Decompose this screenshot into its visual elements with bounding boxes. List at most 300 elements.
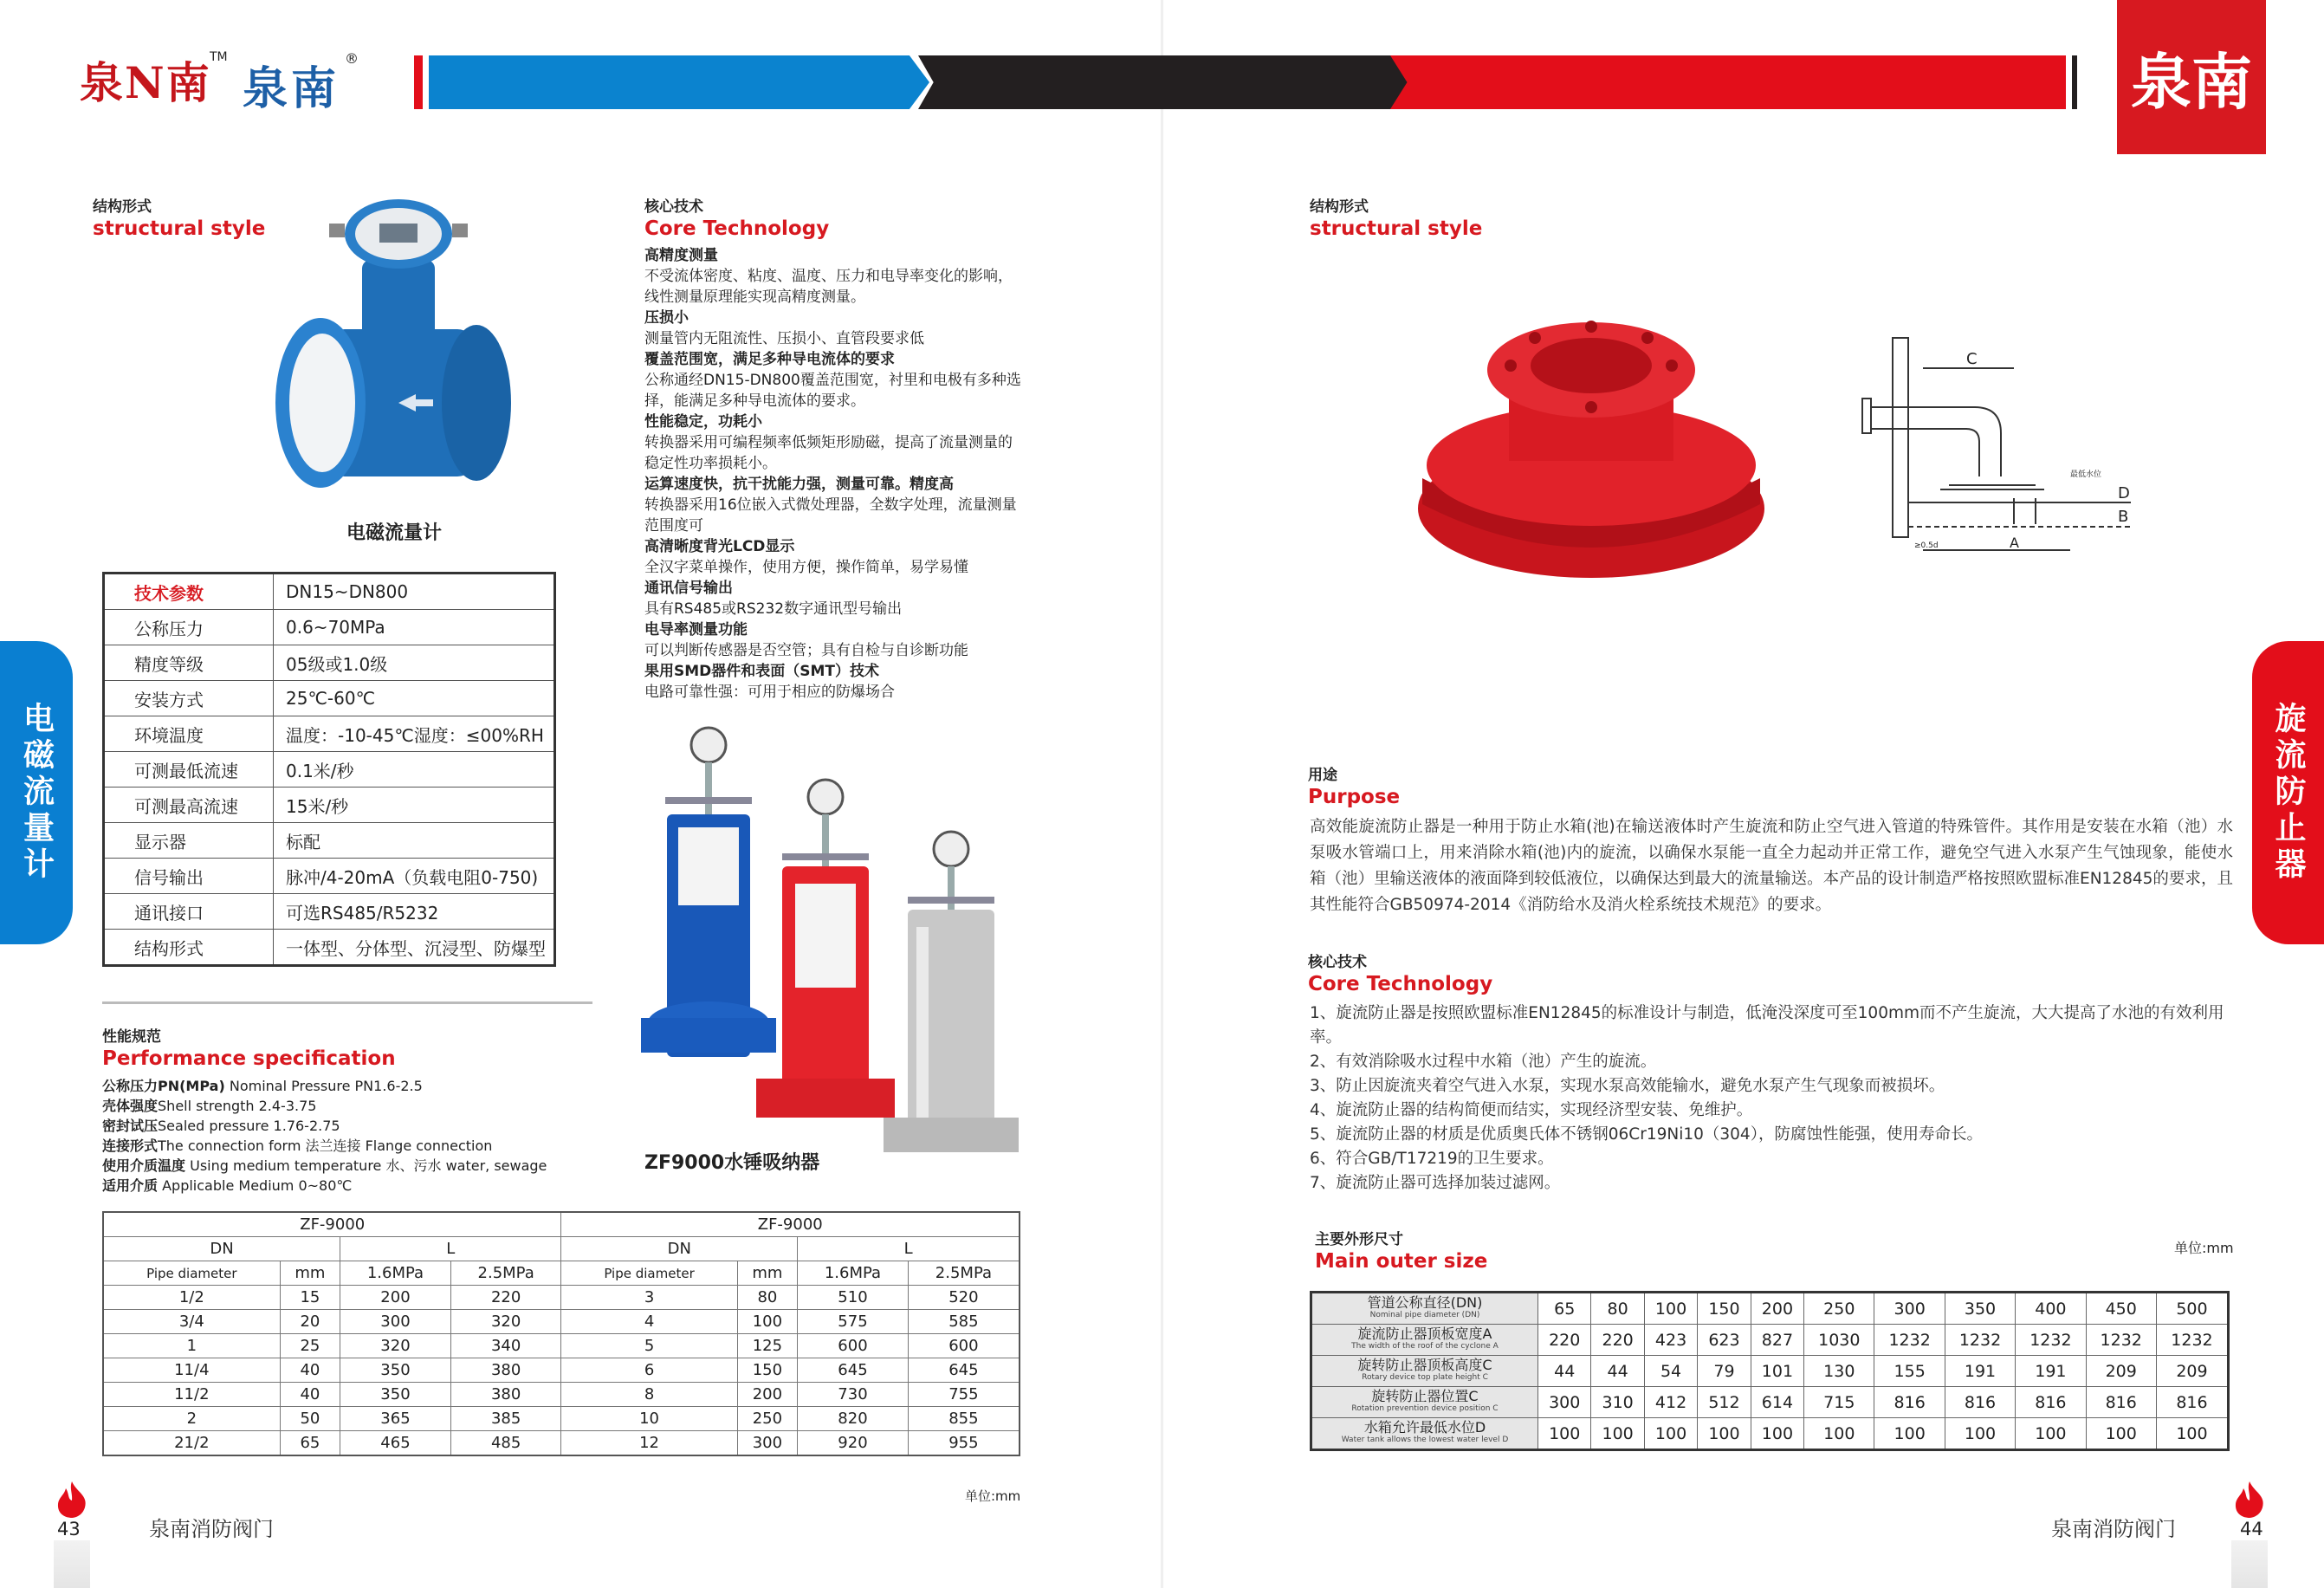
footer-bar-left (54, 1540, 90, 1588)
core-item (644, 412, 1026, 474)
header-stripe-black-right (2072, 55, 2077, 109)
core-item-title: 通讯信号输出 (644, 580, 733, 597)
cell: 715 (1804, 1387, 1874, 1418)
table-row (104, 681, 555, 716)
cell: 150 (1698, 1293, 1751, 1325)
cell: 600 (798, 1334, 909, 1358)
heading-cn: 结构形式 (93, 198, 152, 216)
cell: 100 (2016, 1418, 2086, 1450)
list-item: 3、防止因旋流夹着空气进入水泵，实现水泵高效能输水，避免水泵产生气现象而被损坏。 (1310, 1077, 1945, 1095)
cell: 20 (280, 1310, 340, 1334)
table-header: L (798, 1237, 1020, 1261)
zf9000-table (102, 1211, 1020, 1456)
cell: 100 (1874, 1418, 1945, 1450)
right-core-heading (1308, 950, 1492, 995)
cell: 816 (1945, 1387, 2015, 1418)
table-header: Pipe diameter (103, 1261, 280, 1286)
right-structural-heading (1310, 194, 1482, 240)
table-header: 2.5MPa (450, 1261, 561, 1286)
heading-cn: 用途 (1308, 767, 1337, 784)
side-tab-right (2252, 641, 2324, 944)
cell: 575 (798, 1310, 909, 1334)
cell: 250 (737, 1407, 798, 1431)
param-value: 可选RS485/R5232 (274, 894, 555, 930)
diagram-label-b: B (2118, 508, 2129, 526)
row-header-cn: 旋转防止器位置C (1371, 1387, 1479, 1404)
table-row (1311, 1325, 2229, 1356)
water-hammer-absorbers-image (631, 719, 1038, 1170)
cyclone-preventer-image (1414, 305, 1769, 591)
perf-value: Using medium temperature 水、污水 water, sewage (185, 1157, 547, 1174)
core-item-body: 可以判断传感器是否空管；具有自检与自诊断功能 (644, 642, 968, 659)
unit-label-right: 单位:mm (2174, 1240, 2234, 1256)
cell: 1232 (2086, 1325, 2156, 1356)
table-header: DN (103, 1237, 340, 1261)
size-heading (1315, 1227, 1487, 1273)
cell: 1030 (1804, 1325, 1874, 1356)
cell: 920 (798, 1431, 909, 1456)
list-item: 6、符合GB/T17219的卫生要求。 (1310, 1150, 1554, 1168)
cell: 191 (2016, 1356, 2086, 1387)
list-item: 1、旋流防止器是按照欧盟标准EN12845的标准设计与制造，低淹没深度可至100mm而不产生旋流，大大提高了水池的有效利用率。 (1310, 1004, 2224, 1047)
core-item-body: 公称通经DN15-DN800覆盖范围宽，衬里和电极有多种选择，能满足多种导电流体的要求。 (644, 372, 1021, 410)
cell: 1232 (1945, 1325, 2015, 1356)
cell: 510 (798, 1286, 909, 1310)
table-header: 2.5MPa (908, 1261, 1020, 1286)
table-header: mm (280, 1261, 340, 1286)
cell: 827 (1751, 1325, 1803, 1356)
core-item (644, 245, 1026, 308)
core-item-title: 运算速度快，抗干扰能力强，测量可靠。精度高 (644, 476, 954, 493)
diagram-label-min: ≥0.5d (1914, 541, 1939, 550)
cell: 350 (340, 1383, 451, 1407)
table-row (103, 1261, 1020, 1286)
heading-en: structural style (93, 217, 266, 240)
params-table (102, 572, 556, 967)
table-row (103, 1286, 1020, 1310)
table-row (103, 1334, 1020, 1358)
param-value: 温度：-10-45℃湿度：≤00%RH (274, 716, 555, 752)
cell: 623 (1698, 1325, 1751, 1356)
row-header-cn: 旋转防止器顶板高度C (1357, 1356, 1492, 1373)
cell: 100 (1804, 1418, 1874, 1450)
perf-key: 使用介质温度 (102, 1157, 186, 1174)
table-header: mm (737, 1261, 798, 1286)
table-row (104, 788, 555, 823)
perf-key: 密封试压 (102, 1118, 159, 1134)
cell: 1/2 (103, 1286, 280, 1310)
core-item (644, 661, 1026, 703)
header-stripe-red-right (1390, 55, 2066, 109)
cell: 816 (2016, 1387, 2086, 1418)
cell: 645 (798, 1358, 909, 1383)
table-row (1311, 1356, 2229, 1387)
perf-value: Nominal Pressure PN1.6-2.5 (224, 1078, 423, 1094)
cell: 512 (1698, 1387, 1751, 1418)
perf-line (102, 1116, 622, 1136)
cell: 614 (1751, 1387, 1803, 1418)
cell: 100 (1538, 1418, 1591, 1450)
table-header: Pipe diameter (561, 1261, 737, 1286)
cell: 10 (561, 1407, 737, 1431)
cell: 310 (1591, 1387, 1644, 1418)
cell: 44 (1538, 1356, 1591, 1387)
param-key: 环境温度 (104, 716, 274, 752)
cell: 11/4 (103, 1358, 280, 1383)
row-header-en: Nominal pipe diameter (DN) (1369, 1310, 1480, 1319)
corner-logo: 泉南 (2117, 0, 2266, 154)
core-item-body: 转换器采用可编程频率低频矩形励磁，提高了流量测量的稳定性功率损耗小。 (644, 434, 1013, 472)
param-value: DN15~DN800 (274, 574, 555, 610)
core-item (644, 349, 1026, 412)
cell: 385 (450, 1407, 561, 1431)
logo-text: 泉南 (243, 63, 340, 115)
section-divider (102, 1001, 592, 1004)
core-item (644, 308, 1026, 349)
cell: 423 (1644, 1325, 1697, 1356)
cell: 300 (1538, 1387, 1591, 1418)
core-item-body: 测量管内无阻流性、压损小、直管段要求低 (644, 330, 924, 347)
cell: 220 (450, 1286, 561, 1310)
param-key: 技术参数 (104, 574, 274, 610)
cell: 5 (561, 1334, 737, 1358)
cell: 191 (1945, 1356, 2015, 1387)
param-value: 脉冲/4-20mA（负载电阻0-750) (274, 859, 555, 894)
param-value: 05级或1.0级 (274, 645, 555, 681)
cell: 320 (340, 1334, 451, 1358)
param-value: 一体型、分体型、沉浸型、防爆型 (274, 930, 555, 966)
cell: 320 (450, 1310, 561, 1334)
table-row (103, 1212, 1020, 1237)
perf-line (102, 1136, 622, 1156)
core-item (644, 474, 1026, 536)
logo-mark: 泉N南 (80, 57, 211, 108)
core-item-title: 高精度测量 (644, 247, 718, 264)
table-row (104, 716, 555, 752)
diagram-label-d: D (2118, 484, 2130, 502)
cell: 100 (1644, 1293, 1697, 1325)
param-key: 精度等级 (104, 645, 274, 681)
cell: 300 (340, 1310, 451, 1334)
table-row (103, 1407, 1020, 1431)
row-header (1311, 1293, 1538, 1325)
cell: 2 (103, 1407, 280, 1431)
cell: 209 (2086, 1356, 2156, 1387)
diagram-label-water: 最低水位 (2070, 470, 2102, 479)
table-row (104, 574, 555, 610)
perf-value: Applicable Medium 0~80℃ (158, 1177, 353, 1194)
cell: 80 (737, 1286, 798, 1310)
param-key: 公称压力 (104, 610, 274, 645)
table-header: 1.6MPa (340, 1261, 451, 1286)
diagram-label-c: C (1966, 350, 1978, 368)
logo-reg: ® (345, 50, 359, 67)
core-item-body: 不受流体密度、粘度、温度、压力和电导率变化的影响，线性测量原理能实现高精度测量。 (644, 268, 1013, 306)
flowmeter-image (269, 199, 528, 494)
header-stripe-red-left (414, 55, 423, 109)
table-row (104, 645, 555, 681)
cell: 3/4 (103, 1310, 280, 1334)
cell: 100 (2156, 1418, 2228, 1450)
table-header: L (340, 1237, 561, 1261)
table-row (104, 823, 555, 859)
table-header: DN (561, 1237, 798, 1261)
row-header-en: The width of the roof of the cyclone A (1351, 1341, 1499, 1351)
table-row (103, 1310, 1020, 1334)
table-row (104, 610, 555, 645)
perf-key: 适用介质 (102, 1177, 159, 1194)
cell: 350 (1945, 1293, 2015, 1325)
cell: 12 (561, 1431, 737, 1456)
cell: 80 (1591, 1293, 1644, 1325)
perf-line (102, 1096, 622, 1116)
right-core-list (1310, 1001, 2237, 1196)
cell: 1232 (2156, 1325, 2228, 1356)
cell: 1 (103, 1334, 280, 1358)
side-tab-left (0, 641, 73, 944)
table-row (103, 1237, 1020, 1261)
cell: 412 (1644, 1387, 1697, 1418)
footer-bar-right (2231, 1540, 2268, 1588)
table-row (104, 859, 555, 894)
purpose-heading (1308, 762, 1400, 808)
table-header: 1.6MPa (798, 1261, 909, 1286)
logo-tm: TM (210, 50, 228, 64)
list-item: 2、有效消除吸水过程中水箱（池）产生的旋流。 (1310, 1053, 1657, 1071)
cell: 220 (1538, 1325, 1591, 1356)
cell: 130 (1804, 1356, 1874, 1387)
core-item-body: 具有RS485或RS232数字通讯型号输出 (644, 600, 903, 618)
param-key: 显示器 (104, 823, 274, 859)
cell: 101 (1751, 1356, 1803, 1387)
cell: 816 (1874, 1387, 1945, 1418)
row-header-cn: 旋流防止器顶板宽度A (1357, 1325, 1492, 1342)
core-tech-list (644, 245, 1026, 703)
heading-cn: 结构形式 (1310, 198, 1369, 216)
cell: 65 (280, 1431, 340, 1456)
table-row (103, 1383, 1020, 1407)
perf-line (102, 1176, 622, 1196)
perf-line (102, 1156, 622, 1176)
param-key: 安装方式 (104, 681, 274, 716)
cell: 44 (1591, 1356, 1644, 1387)
side-tab-left-label: 电磁流量计 (18, 702, 55, 884)
cell: 520 (908, 1286, 1020, 1310)
absorbers-caption: ZF9000水锤吸纳器 (644, 1152, 820, 1174)
cell: 816 (2156, 1387, 2228, 1418)
purpose-text: 高效能旋流防止器是一种用于防止水箱(池)在输送液体时产生旋流和防止空气进入管道的特殊管件。其作用是安装在水箱（池）水泵吸水管端口上，用来消除水箱(池)内的旋流，以确保水泵能一直全力起动并正常工作，避免空气进入水泵产生气蚀现象，能使水箱（池）里输送液体的液面降到较低液位，以确保达到最大的流量输送。本产品的设计制造严格按照欧盟标准EN12845的要求，且其性能符合GB50974-2014《消防给水及消火栓系统技术规范》的要求。 (1310, 818, 2233, 914)
cell: 100 (1751, 1418, 1803, 1450)
header-stripe-blue (429, 55, 929, 109)
left-structural-heading (93, 194, 265, 240)
heading-cn: 核心技术 (644, 198, 703, 216)
cell: 155 (1874, 1356, 1945, 1387)
cell: 816 (2086, 1387, 2156, 1418)
heading-en: Main outer size (1315, 1250, 1488, 1273)
cell: 400 (2016, 1293, 2086, 1325)
cell: 380 (450, 1358, 561, 1383)
param-key: 结构形式 (104, 930, 274, 966)
page-number-right: 44 (2240, 1519, 2263, 1539)
heading-cn: 主要外形尺寸 (1315, 1231, 1403, 1248)
cell: 150 (737, 1358, 798, 1383)
row-header-en: Rotation prevention device position C (1351, 1403, 1499, 1413)
cell: 54 (1644, 1356, 1697, 1387)
cell: 380 (450, 1383, 561, 1407)
table-row (1311, 1387, 2229, 1418)
unit-label-left: 单位:mm (965, 1488, 1021, 1504)
cell: 340 (450, 1334, 561, 1358)
core-item (644, 578, 1026, 619)
row-header (1311, 1418, 1538, 1450)
page-divider (1161, 0, 1163, 1588)
side-tab-right-label: 旋流防止器 (2270, 702, 2306, 884)
heading-cn: 核心技术 (1308, 954, 1367, 971)
header-stripe-black (918, 55, 1429, 109)
row-header (1311, 1356, 1538, 1387)
cell: 755 (908, 1383, 1020, 1407)
cell: 250 (1804, 1293, 1874, 1325)
core-item-title: 覆盖范围宽，满足多种导电流体的要求 (644, 351, 895, 368)
param-value: 0.1米/秒 (274, 752, 555, 788)
core-item-title: 压损小 (644, 309, 689, 327)
flowmeter-caption: 电磁流量计 (346, 522, 443, 544)
cell: 100 (2086, 1418, 2156, 1450)
cell: 645 (908, 1358, 1020, 1383)
flame-icon (2228, 1480, 2271, 1520)
footer-brand-right: 泉南消防阀门 (2051, 1517, 2176, 1541)
cell: 300 (1874, 1293, 1945, 1325)
cell: 100 (1945, 1418, 2015, 1450)
core-item (644, 619, 1026, 661)
cell: 50 (280, 1407, 340, 1431)
perf-value: Sealed pressure 1.76-2.75 (158, 1118, 340, 1134)
param-key: 可测最低流速 (104, 752, 274, 788)
core-item-title: 电导率测量功能 (644, 621, 748, 638)
perf-value: Shell strength 2.4-3.75 (158, 1098, 317, 1114)
heading-en: structural style (1310, 217, 1483, 240)
perf-key: 连接形式 (102, 1138, 159, 1154)
table-row (103, 1431, 1020, 1456)
table-row (1311, 1293, 2229, 1325)
cell: 500 (2156, 1293, 2228, 1325)
cell: 11/2 (103, 1383, 280, 1407)
table-header: ZF-9000 (561, 1212, 1020, 1237)
diagram-label-a: A (2010, 535, 2019, 551)
heading-en: Purpose (1308, 786, 1401, 808)
param-key: 信号输出 (104, 859, 274, 894)
cell: 585 (908, 1310, 1020, 1334)
param-value: 25℃-60℃ (274, 681, 555, 716)
cell: 100 (1698, 1418, 1751, 1450)
cell: 200 (340, 1286, 451, 1310)
row-header-en: Rotary device top plate height C (1362, 1372, 1488, 1382)
cell: 485 (450, 1431, 561, 1456)
table-row (103, 1358, 1020, 1383)
cell: 220 (1591, 1325, 1644, 1356)
cell: 100 (1644, 1418, 1697, 1450)
perf-key: 壳体强度 (102, 1098, 159, 1114)
core-item-body: 转换器采用16位嵌入式微处理器，全数字处理，流量测量范围度可 (644, 496, 1017, 535)
cell: 79 (1698, 1356, 1751, 1387)
core-item-title: 高清晰度背光LCD显示 (644, 538, 795, 555)
cell: 820 (798, 1407, 909, 1431)
flame-icon (50, 1480, 94, 1520)
row-header-cn: 管道公称直径(DN) (1367, 1293, 1483, 1311)
cell: 40 (280, 1358, 340, 1383)
dimension-diagram (1854, 329, 2140, 572)
cell: 8 (561, 1383, 737, 1407)
cell: 209 (2156, 1356, 2228, 1387)
cell: 955 (908, 1431, 1020, 1456)
perf-key: 公称压力PN(MPa) (102, 1078, 225, 1094)
table-row (1311, 1418, 2229, 1450)
cell: 3 (561, 1286, 737, 1310)
cell: 25 (280, 1334, 340, 1358)
param-value: 0.6~70MPa (274, 610, 555, 645)
page-number-left: 43 (57, 1519, 81, 1539)
cell: 300 (737, 1431, 798, 1456)
core-item (644, 536, 1026, 578)
cell: 1232 (2016, 1325, 2086, 1356)
heading-en: Core Technology (1308, 973, 1493, 995)
list-item: 4、旋流防止器的结构简便而结实，实现经济型安装、免维护。 (1310, 1101, 1753, 1119)
param-value: 15米/秒 (274, 788, 555, 823)
cell: 40 (280, 1383, 340, 1407)
left-core-heading (644, 194, 829, 240)
param-value: 标配 (274, 823, 555, 859)
cell: 465 (340, 1431, 451, 1456)
cell: 200 (1751, 1293, 1803, 1325)
table-row (104, 930, 555, 966)
cell: 855 (908, 1407, 1020, 1431)
cell: 6 (561, 1358, 737, 1383)
cell: 21/2 (103, 1431, 280, 1456)
perf-line (102, 1076, 622, 1096)
table-row (104, 894, 555, 930)
core-item-title: 果用SMD器件和表面（SMT）技术 (644, 663, 880, 680)
cell: 100 (737, 1310, 798, 1334)
param-key: 通讯接口 (104, 894, 274, 930)
row-header (1311, 1325, 1538, 1356)
cell: 350 (340, 1358, 451, 1383)
core-item-body: 全汉字菜单操作，使用方便，操作简单，易学易懂 (644, 559, 968, 576)
heading-cn: 性能规范 (102, 1028, 161, 1046)
main-size-table (1310, 1291, 2230, 1451)
row-header-en: Water tank allows the lowest water level D (1341, 1435, 1509, 1444)
perf-value: The connection form 法兰连接 Flange connection (158, 1138, 493, 1154)
list-item: 7、旋流防止器可选择加装过滤网。 (1310, 1174, 1561, 1192)
cell: 200 (737, 1383, 798, 1407)
cell: 4 (561, 1310, 737, 1334)
performance-spec (102, 1027, 622, 1196)
core-item-body: 电路可靠性强：可用于相应的防爆场合 (644, 684, 895, 701)
table-row (104, 752, 555, 788)
heading-en: Core Technology (644, 217, 830, 240)
cell: 125 (737, 1334, 798, 1358)
cell: 15 (280, 1286, 340, 1310)
list-item: 5、旋流防止器的材质是优质奥氏体不锈钢06Cr19Ni10（304），防腐蚀性能强，使用寿命长。 (1310, 1125, 1983, 1144)
cell: 1232 (1874, 1325, 1945, 1356)
table-header: ZF-9000 (103, 1212, 561, 1237)
cell: 65 (1538, 1293, 1591, 1325)
heading-en: Performance specification (102, 1047, 396, 1070)
cell: 365 (340, 1407, 451, 1431)
core-item-title: 性能稳定，功耗小 (644, 413, 762, 431)
param-key: 可测最高流速 (104, 788, 274, 823)
cell: 730 (798, 1383, 909, 1407)
row-header (1311, 1387, 1538, 1418)
